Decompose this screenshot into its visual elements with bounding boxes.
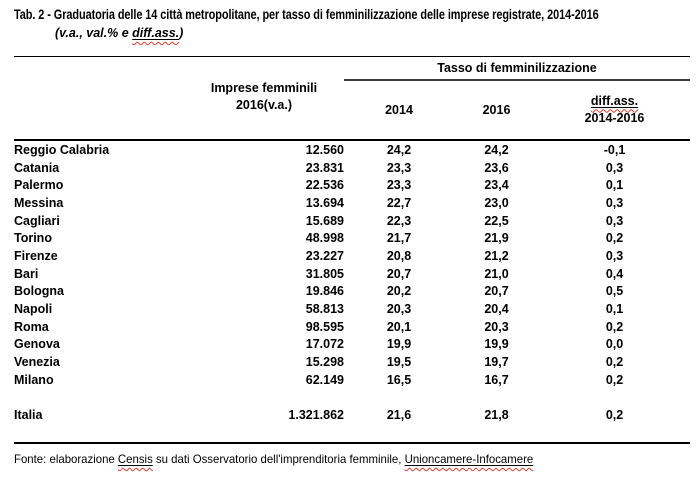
tasso-2016-cell: 23,0 [484,195,509,210]
tasso-2014-cell: 20,8 [386,248,412,263]
subtitle-suffix: ) [179,26,184,40]
tasso-2016-cell: 22,5 [484,213,509,228]
diff-ass-cell: 0,1 [605,178,624,193]
table-head [14,57,690,141]
city-cell: Messina [14,195,64,210]
imprese-femminili-cell: 19.846 [305,284,344,299]
imprese-femminili-cell: 31.805 [305,266,344,281]
city-cell: Roma [14,319,49,334]
table-row [14,336,690,354]
subtitle-diffass: diff.ass. [132,26,180,40]
tasso-2016-cell: 19,7 [484,355,509,370]
col-header-imprese [184,80,344,140]
diff-ass-cell: 0,2 [605,231,624,246]
page-title: Tab. 2 - Graduatoria delle 14 città metropolitane, per tasso di femminilizzazione delle imprese registrate, 2014-2016 [14,7,599,22]
city-cell: Milano [14,372,54,387]
table-row [14,318,690,336]
imprese-femminili-cell: 15.689 [305,213,344,228]
city-cell: Reggio Calabria [14,142,110,157]
diff-ass-cell: 0,3 [605,248,624,263]
tasso-2014-cell: 20,7 [386,266,412,281]
imprese-femminili-cell: 17.072 [305,337,344,352]
tasso-2014-cell: 24,2 [386,142,412,157]
diff-ass-cell: 0,1 [605,302,624,317]
tasso-2016-cell: 19,9 [484,337,509,352]
source-unioncamere: Unioncamere-Infocamere [404,452,534,466]
imprese-femminili-cell: 48.998 [305,231,344,246]
spacer-row [14,389,690,407]
total-city-cell: Italia [14,408,43,423]
total-tasso-2016-cell: 21,8 [484,408,509,423]
source-note [14,452,533,466]
tasso-2016-cell: 21,0 [484,266,509,281]
tasso-2014-cell: 20,3 [386,302,412,317]
table-row [14,265,690,283]
diff-ass-cell: 0,4 [605,266,624,281]
diff-ass-cell: 0,2 [605,319,624,334]
diff-ass-cell: -0,1 [603,142,626,157]
table-row [14,229,690,247]
col-header-diff-line1-wrap [539,93,690,111]
table-row [14,176,690,194]
city-cell: Napoli [14,302,53,317]
city-cell: Palermo [14,178,64,193]
tasso-2014-cell: 23,3 [386,178,412,193]
city-cell: Catania [14,160,60,175]
city-cell: Cagliari [14,213,60,228]
diff-ass-cell: 0,3 [605,195,624,210]
tasso-2014-cell: 23,3 [386,160,412,175]
col-header-diff-line1: diff.ass. [590,93,639,108]
tasso-2014-cell: 22,7 [386,195,412,210]
group-header-row [14,57,690,81]
subtitle-diffass-spellcheck-underline [132,26,179,40]
city-cell: Bologna [14,284,64,299]
imprese-femminili-cell: 23.227 [305,248,344,263]
spacer-cell [14,389,690,407]
total-diff-cell: 0,2 [605,408,624,423]
imprese-femminili-cell: 62.149 [305,372,344,387]
source-note-prefix: Fonte: elaborazione [14,452,118,466]
tasso-2016-cell: 23,6 [484,160,509,175]
total-row [14,406,690,424]
data-table [14,56,690,444]
tasso-2016-cell: 21,9 [484,231,509,246]
column-header-row [14,80,690,140]
table-row [14,371,690,389]
tasso-2014-cell: 21,7 [386,231,412,246]
tasso-2014-cell: 20,2 [386,284,412,299]
table-row [14,212,690,230]
subtitle-prefix: (v.a., val.% e [55,26,133,40]
diff-ass-cell: 0,0 [605,337,624,352]
tasso-2016-cell: 20,7 [484,284,509,299]
tasso-2016-cell: 23,4 [484,178,509,193]
bottom-border-row [14,424,690,443]
col-header-diff [539,80,690,140]
table-row [14,140,690,159]
table-row [14,159,690,177]
page-subtitle [55,26,183,40]
tasso-2014-cell: 20,1 [386,319,412,334]
col-header-diff-line2: 2014-2016 [584,111,645,125]
col-header-diffass-spellcheck-underline [591,94,638,108]
table-row [14,300,690,318]
group-header-tasso: Tasso di femminilizzazione [344,57,690,81]
total-imprese-cell: 1.321.862 [288,408,344,423]
tasso-2014-cell: 19,9 [386,337,412,352]
tasso-2016-cell: 21,2 [484,248,509,263]
unioncamere-spellcheck-underline [405,452,534,466]
col-header-imprese-line2: 2016(v.a.) [235,97,293,112]
imprese-femminili-cell: 15.298 [305,355,344,370]
city-cell: Genova [14,337,60,352]
imprese-femminili-cell: 22.536 [305,178,344,193]
censis-spellcheck-underline [118,452,153,466]
tasso-2014-cell: 22,3 [386,213,412,228]
imprese-femminili-cell: 13.694 [305,195,344,210]
tasso-2016-cell: 20,3 [484,319,509,334]
table-row [14,194,690,212]
col-header-city-empty [14,80,184,140]
table-row [14,353,690,371]
table-total-section [14,389,690,443]
col-header-imprese-line1: Imprese femminili [210,81,318,95]
col-header-2014: 2014 [344,80,454,140]
imprese-femminili-cell: 23.831 [305,160,344,175]
group-header-empty-cell [14,57,344,81]
tasso-2016-cell: 20,4 [484,302,509,317]
table-row [14,283,690,301]
diff-ass-cell: 0,3 [605,160,624,175]
diff-ass-cell: 0,2 [605,355,624,370]
imprese-femminili-cell: 98.595 [305,319,344,334]
tasso-2016-cell: 24,2 [484,142,509,157]
city-cell: Torino [14,231,52,246]
imprese-femminili-cell: 12.560 [305,142,344,157]
total-tasso-2014-cell: 21,6 [386,408,412,423]
tasso-2014-cell: 16,5 [386,372,412,387]
tasso-2016-cell: 16,7 [484,372,509,387]
source-note-middle: su dati Osservatorio dell'imprenditoria femminile, [152,452,405,466]
source-censis: Censis [117,452,153,466]
city-cell: Venezia [14,355,60,370]
table-body [14,140,690,389]
city-cell: Firenze [14,248,58,263]
diff-ass-cell: 0,2 [605,372,624,387]
table-row [14,247,690,265]
city-cell: Bari [14,266,39,281]
diff-ass-cell: 0,3 [605,213,624,228]
imprese-femminili-cell: 58.813 [305,302,344,317]
bottom-border-cell [14,424,690,443]
tasso-2014-cell: 19,5 [386,355,412,370]
diff-ass-cell: 0,5 [605,284,624,299]
col-header-2016: 2016 [454,80,539,140]
